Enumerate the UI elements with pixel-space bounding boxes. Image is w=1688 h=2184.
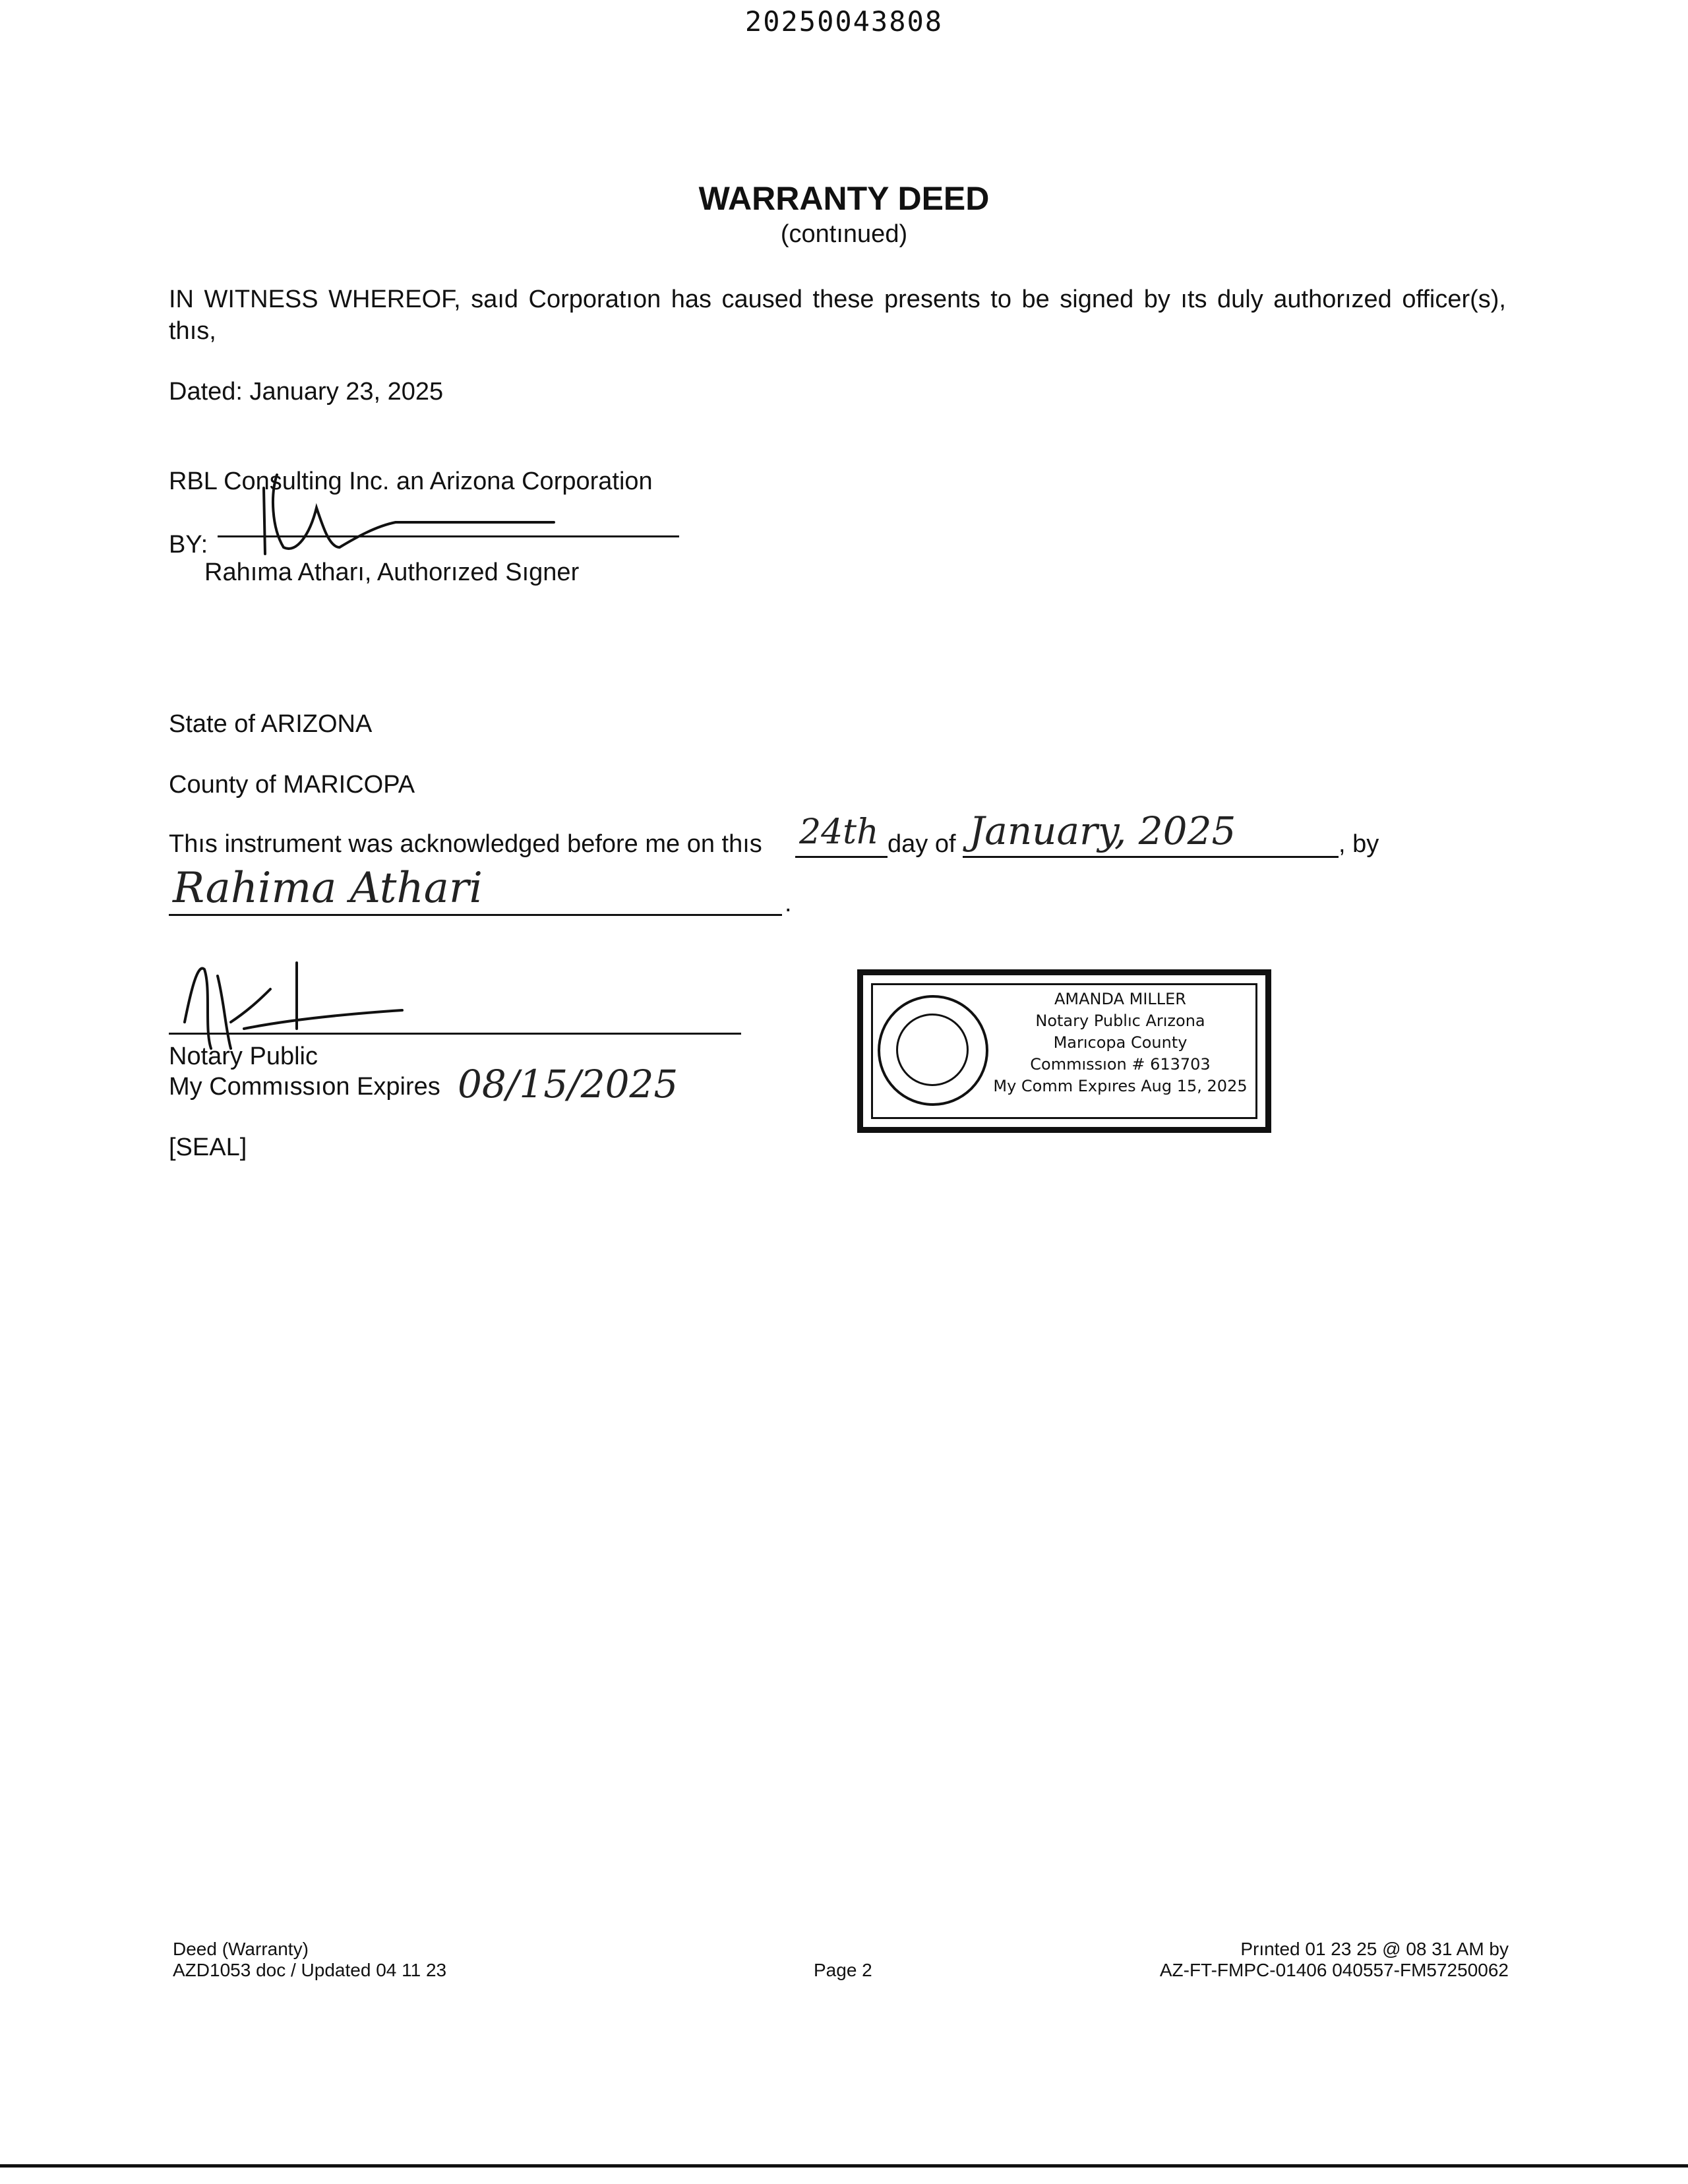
stamp-notary-name: AMANDA MILLER: [1054, 990, 1186, 1008]
footer-page-number: Page 2: [814, 1960, 872, 1980]
day-of-label: day of: [888, 830, 956, 858]
seal-label: [SEAL]: [169, 1134, 247, 1161]
by-label: BY:: [169, 531, 208, 559]
day-blank: [795, 856, 888, 858]
stamp-county: Marıcopa County: [1053, 1033, 1188, 1052]
footer-file-number: AZ-FT-FMPC-01406 040557-FM57250062: [1159, 1960, 1509, 1980]
footer-printed-date: Prınted 01 23 25 @ 08 31 AM by: [1240, 1939, 1509, 1959]
authorized-signature: [224, 448, 567, 561]
handwritten-month-year: January, 2025: [969, 808, 1236, 853]
handwritten-name: Rahima Athari: [173, 864, 483, 913]
seal-inner-ring: [896, 1014, 969, 1086]
acknowledgment-text: Thıs instrument was acknowledged before me on thıs: [169, 830, 762, 858]
footer-right: [1160, 1939, 1509, 1981]
stamp-commission-number: Commıssıon # 613703: [1030, 1055, 1211, 1074]
notary-signature: [165, 950, 415, 1055]
footer-form-name: Deed (Warranty): [173, 1939, 309, 1959]
state-line: State of ARIZONA: [169, 710, 373, 738]
recording-number: 20250043808: [744, 5, 944, 38]
handwritten-commission-date: 08/15/2025: [458, 1062, 678, 1107]
notary-public-label: Notary Public: [169, 1043, 318, 1070]
witness-clause: IN WITNESS WHEREOF, saıd Corporatıon has caused these presents to be signed by ıts duly authorızed officer(s), thıs,: [169, 286, 1506, 345]
notary-stamp: [857, 969, 1271, 1133]
handwritten-day: 24th: [799, 812, 879, 852]
document-title: WARRANTY DEED: [698, 180, 990, 217]
name-period: .: [785, 890, 792, 917]
footer-form-code: AZD1053 doc / Updated 04 11 23: [173, 1960, 447, 1980]
stamp-expiration: My Comm Expıres Aug 15, 2025: [993, 1077, 1248, 1095]
company-name: RBL Consulting Inc. an Arizona Corporation: [169, 468, 653, 495]
signer-name: Rahıma Atharı, Authorızed Sıgner: [204, 559, 580, 586]
document-subtitle: (contınued): [780, 220, 908, 248]
stamp-text: [988, 988, 1252, 1097]
stamp-title: Notary Publıc Arızona: [1035, 1012, 1205, 1030]
month-blank: [963, 856, 1339, 858]
bottom-rule: [0, 2164, 1688, 2168]
name-blank: [169, 914, 782, 916]
by-text: , by: [1339, 830, 1379, 858]
county-line: County of MARICOPA: [169, 771, 415, 799]
arizona-state-seal-icon: [878, 995, 988, 1106]
commission-expires-label: My Commıssıon Expires: [169, 1073, 440, 1101]
footer-left: [173, 1939, 446, 1981]
dated-line: Dated: January 23, 2025: [169, 378, 444, 406]
notary-signature-line: [169, 1033, 741, 1035]
